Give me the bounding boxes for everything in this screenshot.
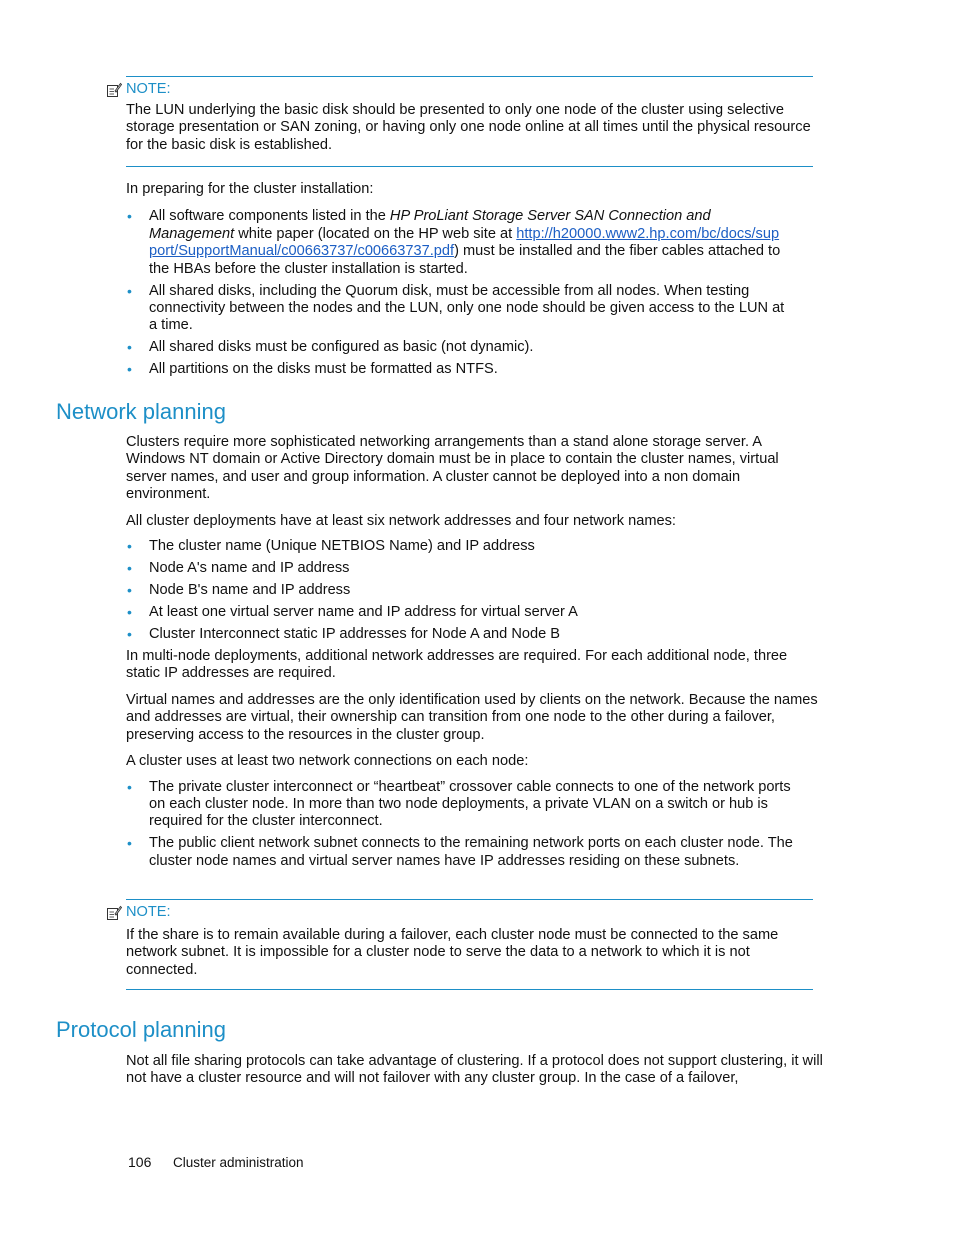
note-label: NOTE: xyxy=(126,904,171,921)
network-section xyxy=(126,434,821,875)
note-header xyxy=(106,903,813,923)
prep-section xyxy=(126,181,786,383)
note-text: The LUN underlying the basic disk should be presented to only one node of the cluster using selective storage presentation or SAN zoning, or having only one node online at all times until the physical resource for the basic disk is established. xyxy=(126,102,811,153)
protocol-section xyxy=(126,1053,836,1088)
list-item: • All shared disks, including the Quorum disk, must be accessible from all nodes. When testing connectivity between the nodes and the LUN, only one node should be given access to the LUN at a time. xyxy=(127,282,785,334)
list-item: • At least one virtual server name and IP address for virtual server A xyxy=(127,603,578,620)
note-box xyxy=(126,899,813,990)
intro-paragraph: In preparing for the cluster installation: xyxy=(126,181,374,197)
list-item: • All partitions on the disks must be formatted as NTFS. xyxy=(127,361,498,378)
paragraph: All cluster deployments have at least six network addresses and four network names: xyxy=(126,512,676,529)
list-item: • Node B's name and IP address xyxy=(127,581,351,598)
paragraph: Clusters require more sophisticated networking arrangements than a stand alone storage server. A Windows NT domain or Active Directory domain must be in place to contain the cluster names, virtual server names, and user and group information. A cluster cannot be deployed into a non domain environment. xyxy=(126,434,779,503)
bullet-icon: • xyxy=(127,538,132,555)
paragraph: In multi-node deployments, additional network addresses are required. For each additional node, three static IP addresses are required. xyxy=(126,648,788,682)
note-pencil-icon xyxy=(106,905,122,921)
note-header xyxy=(106,80,813,100)
list-item: • All software components listed in the HP ProLiant Storage Server SAN Connection and Management white paper (located on the HP web site at http://h20000.www2.hp.com/bc/docs/support/SupportManual/c00663737/c00663737.pdf) must be installed and the fiber cables attached to the HBAs before the cluster installation is started. xyxy=(127,208,781,277)
list-item: • The public client network subnet connects to the remaining network ports on each cluster node. The cluster node names and virtual server names have IP addresses residing on these subnets. xyxy=(127,835,793,869)
network-names-list xyxy=(126,538,821,643)
bullet-icon: • xyxy=(127,559,132,576)
bullet-icon: • xyxy=(127,625,132,642)
support-manual-link[interactable]: http://h20000.www2.hp.com/bc/docs/support/SupportManual/c00663737/c00663737.pdf xyxy=(149,225,780,260)
note-label: NOTE: xyxy=(126,81,171,98)
whitepaper-title: HP ProLiant Storage Server SAN Connection and Management xyxy=(149,208,711,242)
list-item: • All shared disks must be configured as basic (not dynamic). xyxy=(127,339,534,356)
bullet-icon: • xyxy=(127,339,132,356)
list-item: • Cluster Interconnect static IP addresses for Node A and Node B xyxy=(127,625,561,642)
paragraph: A cluster uses at least two network connections on each node: xyxy=(126,753,529,770)
bullet-icon: • xyxy=(127,581,132,598)
page-number: 106 xyxy=(128,1154,152,1170)
paragraph: Virtual names and addresses are the only identification used by clients on the network. Because the names and addresses are virtual, their ownership can transition from one node to the other during a failover, preserving access to the resources in the cluster group. xyxy=(126,691,818,743)
bullet-icon: • xyxy=(127,835,132,852)
section-heading-network: Network planning xyxy=(56,399,226,424)
list-item: • The private cluster interconnect or “heartbeat” crossover cable connects to one of the network ports on each cluster node. In more than two node deployments, a private VLAN on a switch or hub is required for the cluster interconnect. xyxy=(127,778,791,830)
footer-section-title: Cluster administration xyxy=(173,1155,304,1170)
page-footer xyxy=(128,1154,304,1171)
section-heading-protocol: Protocol planning xyxy=(56,1017,227,1042)
bullet-icon: • xyxy=(127,603,132,620)
network-connections-list xyxy=(126,779,796,871)
paragraph: Not all file sharing protocols can take advantage of clustering. If a protocol does not support clustering, it will not have a cluster resource and will not failover with any cluster group. In the case of a failover, xyxy=(126,1053,823,1087)
bullet-icon: • xyxy=(127,361,132,378)
note-box xyxy=(126,76,813,167)
note-pencil-icon xyxy=(106,82,122,98)
prep-list xyxy=(126,208,786,378)
list-item: • Node A's name and IP address xyxy=(127,559,350,576)
bullet-icon: • xyxy=(127,778,132,795)
bullet-icon: • xyxy=(127,282,132,299)
list-item: • The cluster name (Unique NETBIOS Name) and IP address xyxy=(127,538,535,555)
bullet-icon: • xyxy=(127,208,132,225)
note-text: If the share is to remain available during a failover, each cluster node must be connected to the same network subnet. It is impossible for a cluster node to serve the data to a network to which it is not connected. xyxy=(126,927,779,978)
